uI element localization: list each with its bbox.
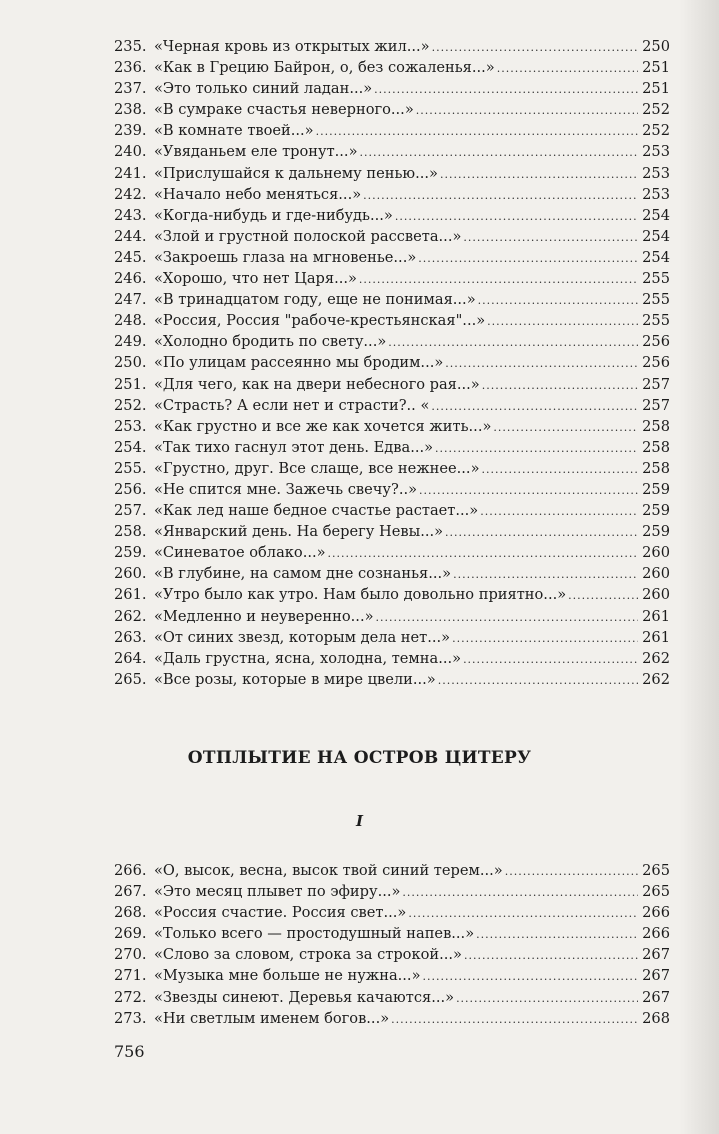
entry-number: 255.: [114, 459, 147, 477]
dot-leader: [487, 315, 638, 328]
entry-title: «Россия счастие. Россия свет...»: [154, 904, 407, 922]
entry-page: 251: [642, 59, 670, 77]
entry-page: 262: [642, 649, 670, 667]
entry-title: «Утро было как утро. Нам было довольно приятно...»: [154, 586, 567, 604]
dot-leader: [478, 294, 638, 307]
toc-entry: [114, 165, 670, 186]
toc-entry: [114, 671, 670, 692]
entry-page: 255: [642, 291, 670, 309]
entry-page: 262: [642, 670, 670, 688]
entry-number: 265.: [114, 670, 147, 688]
entry-title: «Когда-нибудь и где-нибудь...»: [154, 206, 393, 224]
entry-number: 251.: [114, 375, 147, 393]
entry-number: 249.: [114, 333, 147, 351]
entry-page: 256: [642, 333, 670, 351]
dot-leader: [376, 611, 638, 624]
entry-number: 271.: [114, 967, 147, 985]
entry-page: 259: [642, 502, 670, 520]
toc-entry: [114, 270, 670, 291]
entry-page: 258: [642, 438, 670, 456]
entry-number: 269.: [114, 925, 147, 943]
entry-title: «Звезды синеют. Деревья качаются...»: [154, 988, 455, 1006]
toc-entry: [114, 629, 670, 650]
entry-page: 261: [642, 628, 670, 646]
dot-leader: [402, 886, 638, 899]
dot-leader: [431, 400, 638, 413]
entry-page: 261: [642, 607, 670, 625]
entry-title: «От синих звезд, которым дела нет...»: [154, 628, 451, 646]
entry-number: 264.: [114, 649, 147, 667]
entry-title: «Россия, Россия "рабоче-крестьянская"...»: [154, 312, 486, 330]
entry-title: «Медленно и неуверенно...»: [154, 607, 374, 625]
dot-leader: [388, 336, 638, 349]
toc-entry: [114, 883, 670, 904]
toc-entry: [114, 80, 670, 101]
toc-entry: [114, 460, 670, 481]
entry-page: 253: [642, 185, 670, 203]
entry-title: «Как грустно и все же как хочется жить...»: [154, 417, 492, 435]
entry-page: 255: [642, 312, 670, 330]
entry-page: 266: [642, 904, 670, 922]
dot-leader: [423, 970, 639, 983]
entry-page: 266: [642, 925, 670, 943]
entry-number: 246.: [114, 270, 147, 288]
toc-entry: [114, 650, 670, 671]
entry-number: 250.: [114, 354, 147, 372]
entry-number: 243.: [114, 206, 147, 224]
toc-entry: [114, 101, 670, 122]
dot-leader: [463, 653, 638, 666]
entry-title: «Ни светлым именем богов...»: [154, 1009, 390, 1027]
entry-number: 245.: [114, 248, 147, 266]
toc-entry: [114, 186, 670, 207]
entry-title: «Холодно бродить по свету...»: [154, 333, 387, 351]
entry-number: 248.: [114, 312, 147, 330]
entry-title: «Грустно, друг. Все слаще, все нежнее...»: [154, 459, 480, 477]
entry-number: 266.: [114, 862, 147, 879]
dot-leader: [497, 62, 638, 75]
table-of-contents-part-2: [114, 862, 670, 1031]
entry-page: 268: [642, 1009, 670, 1027]
dot-leader: [505, 865, 638, 878]
entry-number: 256.: [114, 480, 147, 498]
entry-number: 235.: [114, 38, 147, 55]
entry-page: 250: [642, 38, 670, 55]
toc-entry: [114, 333, 670, 354]
entry-page: 251: [642, 80, 670, 98]
toc-entry: [114, 207, 670, 228]
dot-leader: [452, 632, 638, 645]
entry-page: 259: [642, 480, 670, 498]
entry-page: 259: [642, 523, 670, 541]
dot-leader: [374, 83, 638, 96]
toc-entry: [114, 291, 670, 312]
entry-title: «Злой и грустной полоской рассвета...»: [154, 227, 462, 245]
toc-entry: [114, 608, 670, 629]
entry-title: «Закроешь глаза на мгновенье...»: [154, 248, 417, 266]
dot-leader: [359, 273, 638, 286]
entry-page: 257: [642, 396, 670, 414]
entry-number: 238.: [114, 101, 147, 119]
dot-leader: [464, 949, 638, 962]
toc-entry: [114, 862, 670, 883]
entry-number: 240.: [114, 143, 147, 161]
dot-leader: [476, 928, 638, 941]
entry-number: 241.: [114, 164, 147, 182]
entry-number: 258.: [114, 523, 147, 541]
entry-page: 253: [642, 164, 670, 182]
entry-title: «Начало небо меняться...»: [154, 185, 362, 203]
toc-entry: [114, 565, 670, 586]
toc-entry: [114, 502, 670, 523]
dot-leader: [445, 526, 638, 539]
entry-title: «Все розы, которые в мире цвели...»: [154, 670, 436, 688]
toc-entry: [114, 523, 670, 544]
entry-number: 270.: [114, 946, 147, 964]
entry-page: 252: [642, 101, 670, 119]
entry-title: «Хорошо, что нет Царя...»: [154, 270, 357, 288]
toc-entry: [114, 38, 670, 59]
toc-entry: [114, 481, 670, 502]
dot-leader: [438, 674, 638, 687]
entry-number: 252.: [114, 396, 147, 414]
entry-page: 265: [642, 862, 670, 879]
toc-entry: [114, 925, 670, 946]
entry-number: 259.: [114, 544, 147, 562]
dot-leader: [328, 547, 638, 560]
entry-page: 256: [642, 354, 670, 372]
entry-number: 242.: [114, 185, 147, 203]
entry-page: 260: [642, 586, 670, 604]
toc-entry: [114, 544, 670, 565]
dot-leader: [363, 189, 638, 202]
entry-page: 254: [642, 248, 670, 266]
toc-entry: [114, 59, 670, 80]
entry-page: 267: [642, 946, 670, 964]
dot-leader: [456, 992, 638, 1005]
entry-number: 253.: [114, 417, 147, 435]
entry-title: «О, высок, весна, высок твой синий терем...»: [154, 862, 503, 879]
dot-leader: [408, 907, 638, 920]
entry-number: 236.: [114, 59, 147, 77]
entry-number: 257.: [114, 502, 147, 520]
entry-title: «Для чего, как на двери небесного рая...»: [154, 375, 480, 393]
entry-page: 257: [642, 375, 670, 393]
dot-leader: [395, 210, 638, 223]
dot-leader: [316, 125, 638, 138]
toc-entry: [114, 397, 670, 418]
toc-entry: [114, 376, 670, 397]
entry-title: «В сумраке счастья неверного...»: [154, 101, 414, 119]
dot-leader: [360, 146, 638, 159]
section-subtitle: I: [355, 812, 364, 830]
toc-entry: [114, 122, 670, 143]
dot-leader: [416, 104, 638, 117]
entry-title: «Музыка мне больше не нужна...»: [154, 967, 421, 985]
entry-number: 268.: [114, 904, 147, 922]
entry-page: 254: [642, 227, 670, 245]
entry-page: 253: [642, 143, 670, 161]
toc-entry: [114, 946, 670, 967]
entry-number: 244.: [114, 227, 147, 245]
entry-title: «В комнате твоей...»: [154, 122, 314, 140]
dot-leader: [432, 41, 638, 54]
toc-entry: [114, 418, 670, 439]
page-number: 756: [114, 1042, 145, 1061]
entry-number: 239.: [114, 122, 147, 140]
entry-title: «Страсть? А если нет и страсти?.. «: [154, 396, 430, 414]
entry-page: 258: [642, 417, 670, 435]
toc-entry: [114, 586, 670, 607]
entry-title: «Это только синий ладан...»: [154, 80, 373, 98]
dot-leader: [445, 357, 638, 370]
entry-number: 267.: [114, 883, 147, 901]
toc-entry: [114, 989, 670, 1010]
entry-number: 262.: [114, 607, 147, 625]
entry-title: «Даль грустна, ясна, холодна, темна...»: [154, 649, 462, 667]
entry-title: «Не спится мне. Зажечь свечу?..»: [154, 480, 418, 498]
entry-page: 252: [642, 122, 670, 140]
dot-leader: [482, 463, 639, 476]
entry-title: «Черная кровь из открытых жил...»: [154, 38, 430, 55]
toc-entry: [114, 1010, 670, 1031]
dot-leader: [435, 442, 638, 455]
entry-page: 267: [642, 967, 670, 985]
entry-number: 254.: [114, 438, 147, 456]
dot-leader: [493, 421, 638, 434]
entry-number: 261.: [114, 586, 147, 604]
entry-number: 247.: [114, 291, 147, 309]
section-title: ОТПЛЫТИЕ НА ОСТРОВ ЦИТЕРУ: [187, 748, 532, 768]
toc-entry: [114, 439, 670, 460]
dot-leader: [463, 231, 638, 244]
entry-number: 273.: [114, 1009, 147, 1027]
entry-title: «В глубине, на самом дне сознанья...»: [154, 565, 452, 583]
entry-page: 255: [642, 270, 670, 288]
toc-entry: [114, 143, 670, 164]
dot-leader: [391, 1013, 638, 1026]
toc-entry: [114, 249, 670, 270]
toc-entry: [114, 904, 670, 925]
entry-title: «В тринадцатом году, еще не понимая...»: [154, 291, 476, 309]
entry-number: 237.: [114, 80, 147, 98]
entry-page: 260: [642, 544, 670, 562]
table-of-contents-part-1: [114, 38, 670, 692]
dot-leader: [480, 505, 638, 518]
entry-title: «Январский день. На берегу Невы...»: [154, 523, 444, 541]
entry-page: 260: [642, 565, 670, 583]
dot-leader: [568, 589, 638, 602]
entry-page: 267: [642, 988, 670, 1006]
entry-title: «По улицам рассеянно мы бродим...»: [154, 354, 444, 372]
entry-number: 260.: [114, 565, 147, 583]
dot-leader: [453, 568, 638, 581]
entry-page: 254: [642, 206, 670, 224]
toc-entry: [114, 312, 670, 333]
entry-title: «Так тихо гаснул этот день. Едва...»: [154, 438, 434, 456]
dot-leader: [419, 484, 638, 497]
toc-entry: [114, 967, 670, 988]
entry-number: 272.: [114, 988, 147, 1006]
entry-title: «Только всего — простодушный напев...»: [154, 925, 475, 943]
entry-title: «Синеватое облако...»: [154, 544, 326, 562]
dot-leader: [440, 168, 638, 181]
dot-leader: [418, 252, 638, 265]
page-edge-shadow: [679, 0, 719, 1134]
entry-title: «Это месяц плывет по эфиру...»: [154, 883, 401, 901]
entry-title: «Слово за словом, строка за строкой...»: [154, 946, 462, 964]
entry-page: 258: [642, 459, 670, 477]
entry-title: «Как в Грецию Байрон, о, без сожаленья...»: [154, 59, 495, 77]
entry-page: 265: [642, 883, 670, 901]
toc-entry: [114, 228, 670, 249]
entry-title: «Как лед наше бедное счастье растает...»: [154, 502, 479, 520]
entry-number: 263.: [114, 628, 147, 646]
toc-entry: [114, 354, 670, 375]
entry-title: «Прислушайся к дальнему пенью...»: [154, 164, 438, 182]
dot-leader: [482, 379, 638, 392]
entry-title: «Увяданьем еле тронут...»: [154, 143, 358, 161]
